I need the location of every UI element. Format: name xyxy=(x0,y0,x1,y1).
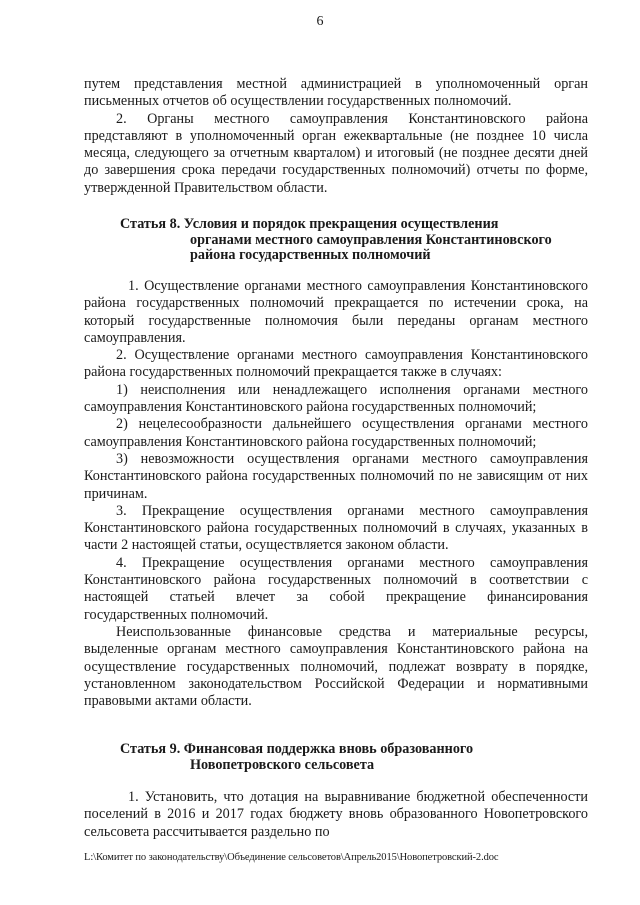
intro-block xyxy=(84,76,588,197)
article-8-item-2: 2) нецелесообразности дальнейшего осуществления органами местного самоуправления Константиновского района государственных полномочий; xyxy=(84,416,588,450)
article-8-title-line-1: Статья 8. Условия и порядок прекращения осуществления xyxy=(120,216,499,232)
article-8-paragraph-5: Неиспользованные финансовые средства и материальные ресурсы, выделенные органам местного самоуправления Константиновского района на осуществление государственных полномочий, подлежат возврату в порядке, установленном законодательством Российской Федерации и нормативными правовыми актами области. xyxy=(84,623,588,710)
article-9-title-line-2: Новопетровского сельсовета xyxy=(190,756,375,773)
article-8-item-3: 3) невозможности осуществления органами местного самоуправления Константиновского района государственных полномочий по не зависящим от них причинам. xyxy=(84,450,588,502)
article-8-heading xyxy=(120,217,552,264)
article-8-paragraph-3: 3. Прекращение осуществления органами местного самоуправления Константиновского района государственных полномочий в случаях, указанных в части 2 настоящей статьи, осуществляется законом области. xyxy=(84,502,588,554)
article-8-paragraph-2: 2. Осуществление органами местного самоуправления Константиновского района государственных полномочий прекращается также в случаях: xyxy=(84,347,588,381)
article-8-item-1: 1) неисполнения или ненадлежащего исполнения органами местного самоуправления Константиновского района государственных полномочий; xyxy=(84,381,588,416)
intro-paragraph-2: 2. Органы местного самоуправления Константиновского района представляют в уполномоченный орган ежеквартальные (не позднее 10 числа месяца, следующего за отчетным кварталом) и итоговый (не позднее десяти дней до завершения срока передачи государственных полномочий) отчеты по форме, утвержденной Правительством области. xyxy=(84,110,588,196)
page-number: 6 xyxy=(316,14,324,29)
article-9-body xyxy=(84,789,588,841)
article-8-title-line-3: района государственных полномочий xyxy=(190,247,431,263)
article-8-body xyxy=(84,278,588,710)
article-8-paragraph-1: 1. Осуществление органами местного самоуправления Константиновского района государственных полномочий прекращается по истечении срока, на который государственные полномочия были переданы органам местного самоуправления. xyxy=(84,278,588,346)
article-8-title-line-2: органами местного самоуправления Константиновского xyxy=(190,231,552,248)
intro-paragraph-1: путем представления местной администрацией в уполномоченный орган письменных отчетов об осуществлении государственных полномочий. xyxy=(84,76,588,110)
footer-file-path: L:\Комитет по законодательству\Объединение сельсоветов\Апрель2015\Новопетровский-2.doc xyxy=(84,852,499,863)
article-9-title-line-1: Статья 9. Финансовая поддержка вновь образованного xyxy=(120,741,474,757)
article-9-heading xyxy=(120,742,473,773)
article-9-paragraph-1: 1. Установить, что дотация на выравнивание бюджетной обеспеченности поселений в 2016 и 2017 годах бюджету вновь образованного Новопетровского сельсовета рассчитывается раздельно по xyxy=(84,789,588,840)
article-8-paragraph-4: 4. Прекращение осуществления органами местного самоуправления Константиновского района государственных полномочий в соответствии с настоящей статьей влечет за собой прекращение финансирования государственных полномочий. xyxy=(84,554,588,623)
